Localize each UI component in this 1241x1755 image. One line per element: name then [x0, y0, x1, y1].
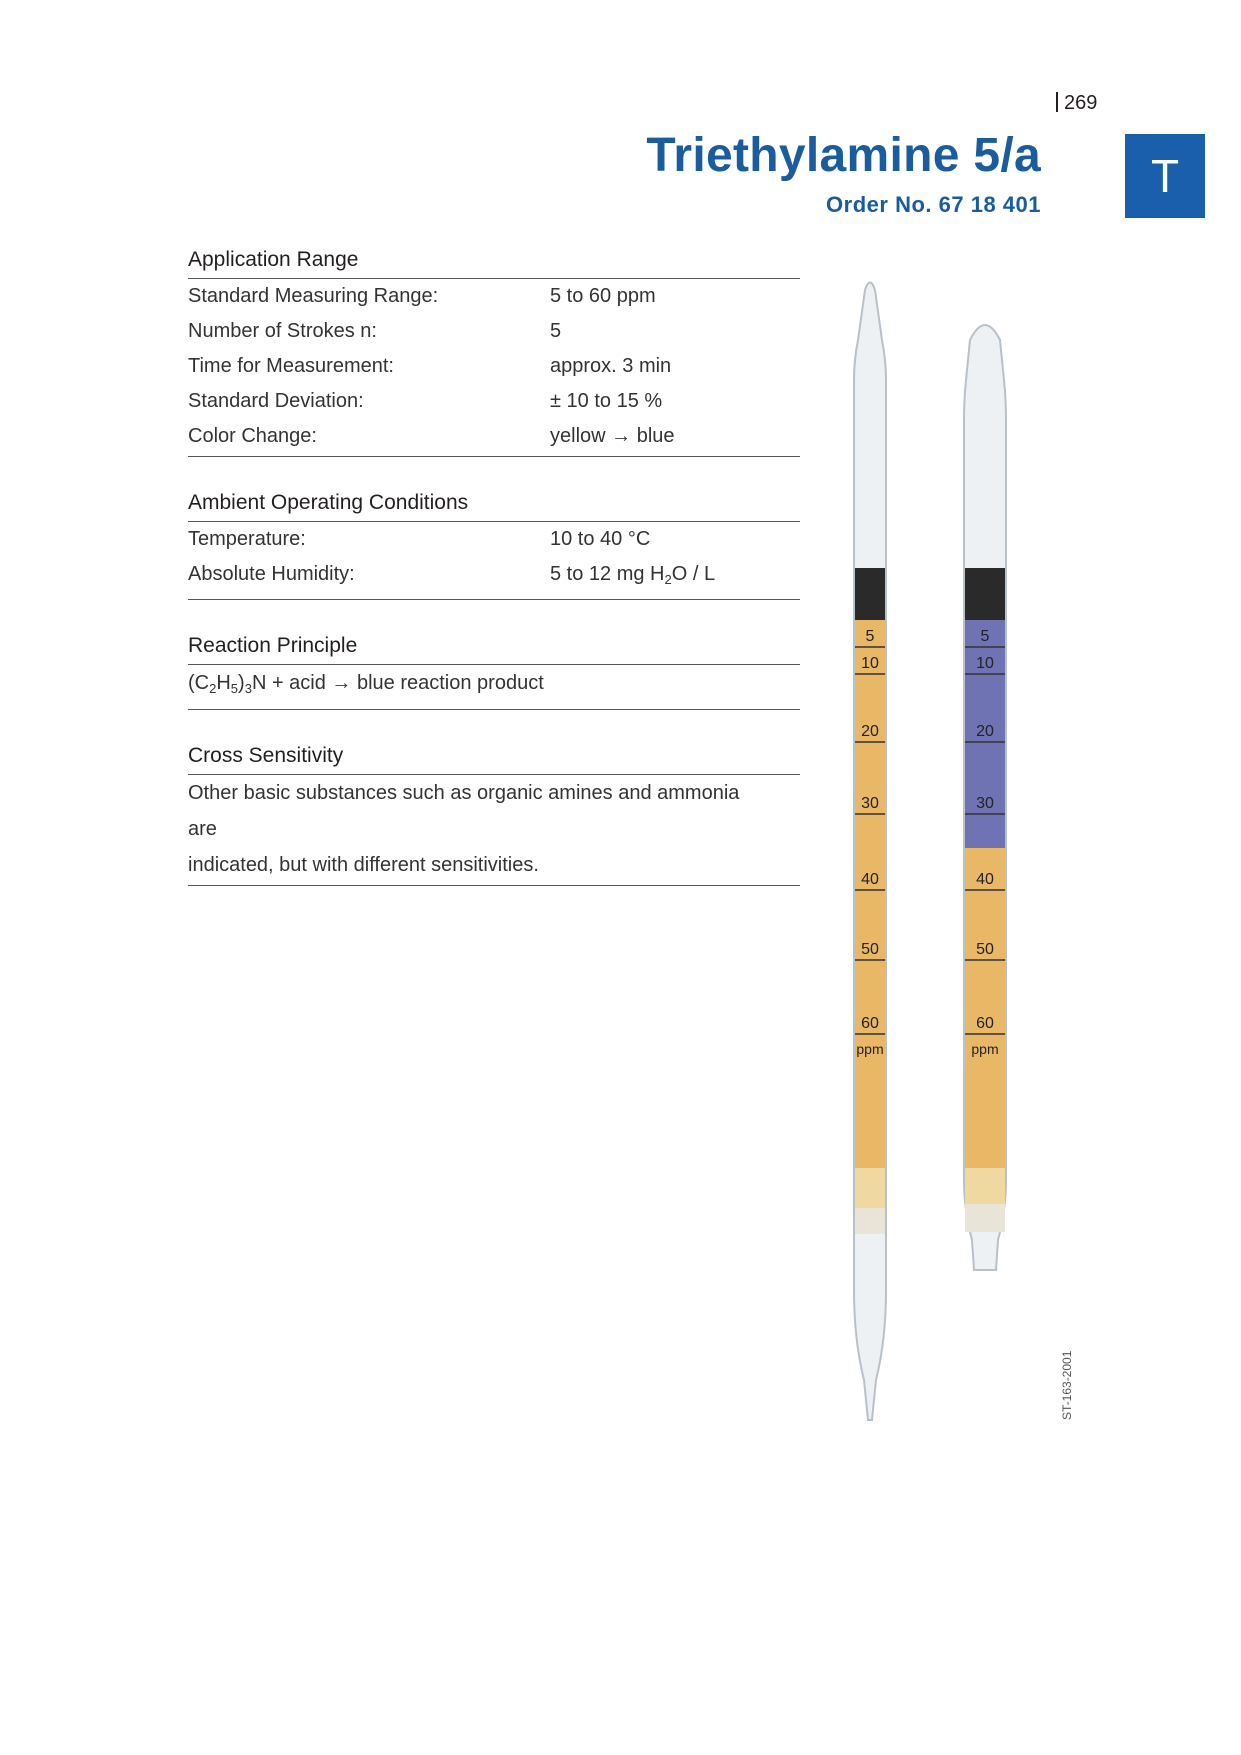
reaction-principle-section: [188, 634, 800, 710]
spec-row: [188, 522, 800, 557]
index-letter-tab[interactable]: T: [1125, 134, 1205, 218]
cross-text-line: indicated, but with different sensitivities.: [188, 854, 539, 876]
spec-value: 5 to 60 ppm: [550, 285, 656, 307]
spec-label: Color Change:: [188, 425, 317, 447]
spec-content: [188, 248, 800, 920]
scale-label: 5: [865, 628, 875, 645]
scale-label: 30: [861, 795, 879, 812]
spec-label: Standard Deviation:: [188, 390, 364, 412]
page-number: 269: [1056, 92, 1097, 115]
section-heading: Reaction Principle: [188, 634, 800, 665]
scale-label: 20: [861, 723, 879, 740]
spec-label: Temperature:: [188, 528, 306, 550]
spec-value: 5: [550, 320, 562, 342]
spec-label: Number of Strokes n:: [188, 320, 377, 342]
cross-body: [188, 775, 800, 886]
spec-value: 5 to 12 mg $H_2O$ / L: [550, 563, 716, 587]
scale-label: 10: [976, 655, 994, 672]
scale-label: 40: [861, 871, 879, 888]
order-number: Order No. 67 18 401: [826, 192, 1041, 217]
reaction-equation: $(C_2H_5)_3N$ + acid → blue reaction product: [188, 672, 544, 696]
cross-sensitivity-section: [188, 744, 800, 886]
spec-row: [188, 419, 800, 454]
cross-text-line: Other basic substances such as organic amines and ammonia: [188, 782, 740, 804]
spec-label: Absolute Humidity:: [188, 563, 355, 585]
spec-value: yellow → blue: [550, 425, 675, 447]
ambient-conditions-section: [188, 491, 800, 600]
spec-row: [188, 557, 800, 597]
ambient-rows: [188, 522, 800, 600]
cross-text-line: are: [188, 818, 217, 840]
scale-label: 60: [976, 1015, 994, 1032]
scale-label: 30: [976, 795, 994, 812]
scale-unit: ppm: [971, 1041, 999, 1057]
scale-label: 60: [861, 1015, 879, 1032]
section-heading: Application Range: [188, 248, 800, 279]
spec-row: [188, 279, 800, 314]
spec-value: 10 to 40 °C: [550, 528, 651, 550]
scale-label: 50: [861, 941, 879, 958]
unused-tube: [854, 283, 886, 1421]
scale-unit: ppm: [856, 1041, 884, 1057]
spec-row: [188, 349, 800, 384]
spec-label: Time for Measurement:: [188, 355, 394, 377]
scale-label: 20: [976, 723, 994, 740]
scale-label: 50: [976, 941, 994, 958]
spec-row: [188, 384, 800, 419]
spec-label: Standard Measuring Range:: [188, 285, 439, 307]
spec-row: [188, 314, 800, 349]
scale-label: 10: [861, 655, 879, 672]
page-title: Triethylamine 5/a: [646, 129, 1041, 182]
scale-label: 5: [980, 628, 990, 645]
section-heading: Cross Sensitivity: [188, 744, 800, 775]
image-credit: ST-163-2001: [1060, 1350, 1074, 1420]
application-range-section: [188, 248, 800, 457]
detector-tubes-photo: [820, 280, 1060, 1430]
spec-value: ± 10 to 15 %: [550, 390, 663, 412]
scale-label: 40: [976, 871, 994, 888]
used-tube: [964, 325, 1006, 1270]
application-range-rows: [188, 279, 800, 457]
section-heading: Ambient Operating Conditions: [188, 491, 800, 522]
spec-value: approx. 3 min: [550, 355, 672, 377]
reaction-body: [188, 665, 800, 710]
